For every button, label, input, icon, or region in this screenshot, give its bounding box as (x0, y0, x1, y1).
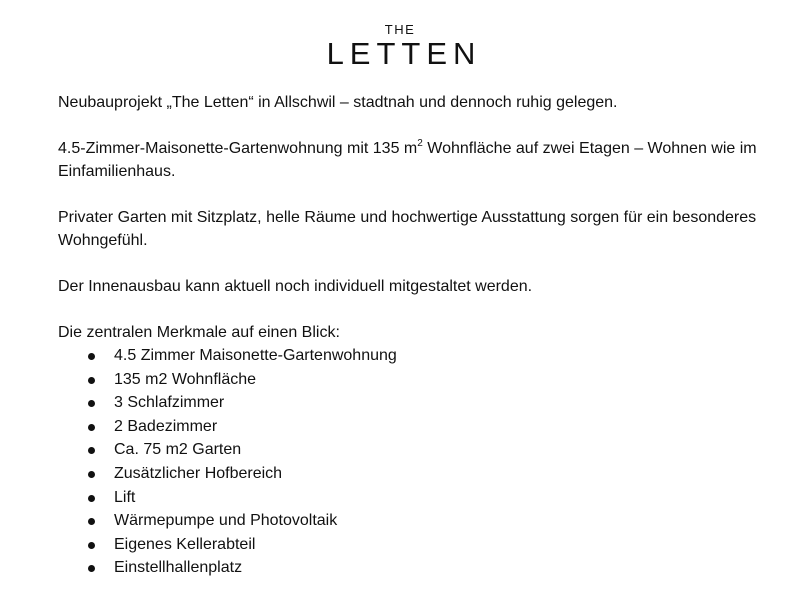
list-item (58, 391, 758, 415)
superscript-two: 2 (417, 137, 423, 149)
apartment-paragraph (58, 137, 758, 183)
description-text (58, 91, 758, 580)
list-item (58, 556, 758, 580)
garden-paragraph: Privater Garten mit Sitzplatz, helle Räume und hochwertige Ausstattung sorgen für ein besonderes Wohngefühl. (58, 209, 757, 249)
list-item-text: 3 Schlafzimmer (114, 394, 225, 412)
list-item-text: Ca. 75 m2 Garten (114, 441, 242, 459)
bullet-icon (88, 471, 95, 478)
features-list (58, 344, 758, 580)
bullet-icon (88, 377, 95, 384)
bullet-icon (88, 565, 95, 572)
list-item (58, 533, 758, 557)
apartment-text-end: Wohnfläche auf zwei Etagen – Wohnen wie im Einfamilienhaus. (58, 140, 757, 180)
list-item (58, 509, 758, 533)
bullet-icon (88, 353, 95, 360)
apartment-text-start: 4.5-Zimmer-Maisonette-Gartenwohnung mit 135 m (58, 140, 418, 157)
list-item (58, 344, 758, 368)
list-item (58, 462, 758, 486)
list-item (58, 438, 758, 462)
logo-main-text: LETTEN (326, 36, 482, 71)
bullet-icon (88, 447, 95, 454)
list-item-text: 4.5 Zimmer Maisonette-Gartenwohnung (114, 347, 397, 364)
features-heading: Die zentralen Merkmale auf einen Blick: (58, 324, 340, 341)
list-item-text: 2 Badezimmer (114, 417, 218, 435)
list-item-text: Einstellhallenplatz (114, 559, 243, 577)
list-item-text: Zusätzlicher Hofbereich (114, 464, 283, 482)
intro-paragraph: Neubauprojekt „The Letten“ in Allschwil – stadtnah und dennoch ruhig gelegen. (58, 94, 618, 111)
list-item (58, 368, 758, 392)
list-item-text: 135 m2 Wohnfläche (114, 370, 257, 388)
list-item (58, 486, 758, 510)
list-item-text: Lift (114, 488, 136, 506)
list-item-text: Wärmepumpe und Photovoltaik (114, 512, 338, 530)
interior-paragraph: Der Innenausbau kann aktuell noch individuell mitgestaltet werden. (58, 278, 533, 295)
list-item-text: Eigenes Kellerabteil (114, 535, 256, 553)
bullet-icon (88, 518, 95, 525)
bullet-icon (88, 495, 95, 502)
bullet-icon (88, 424, 95, 431)
bullet-icon (88, 400, 95, 407)
logo-top-text: THE (384, 22, 416, 37)
bullet-icon (88, 542, 95, 549)
list-item (58, 415, 758, 439)
